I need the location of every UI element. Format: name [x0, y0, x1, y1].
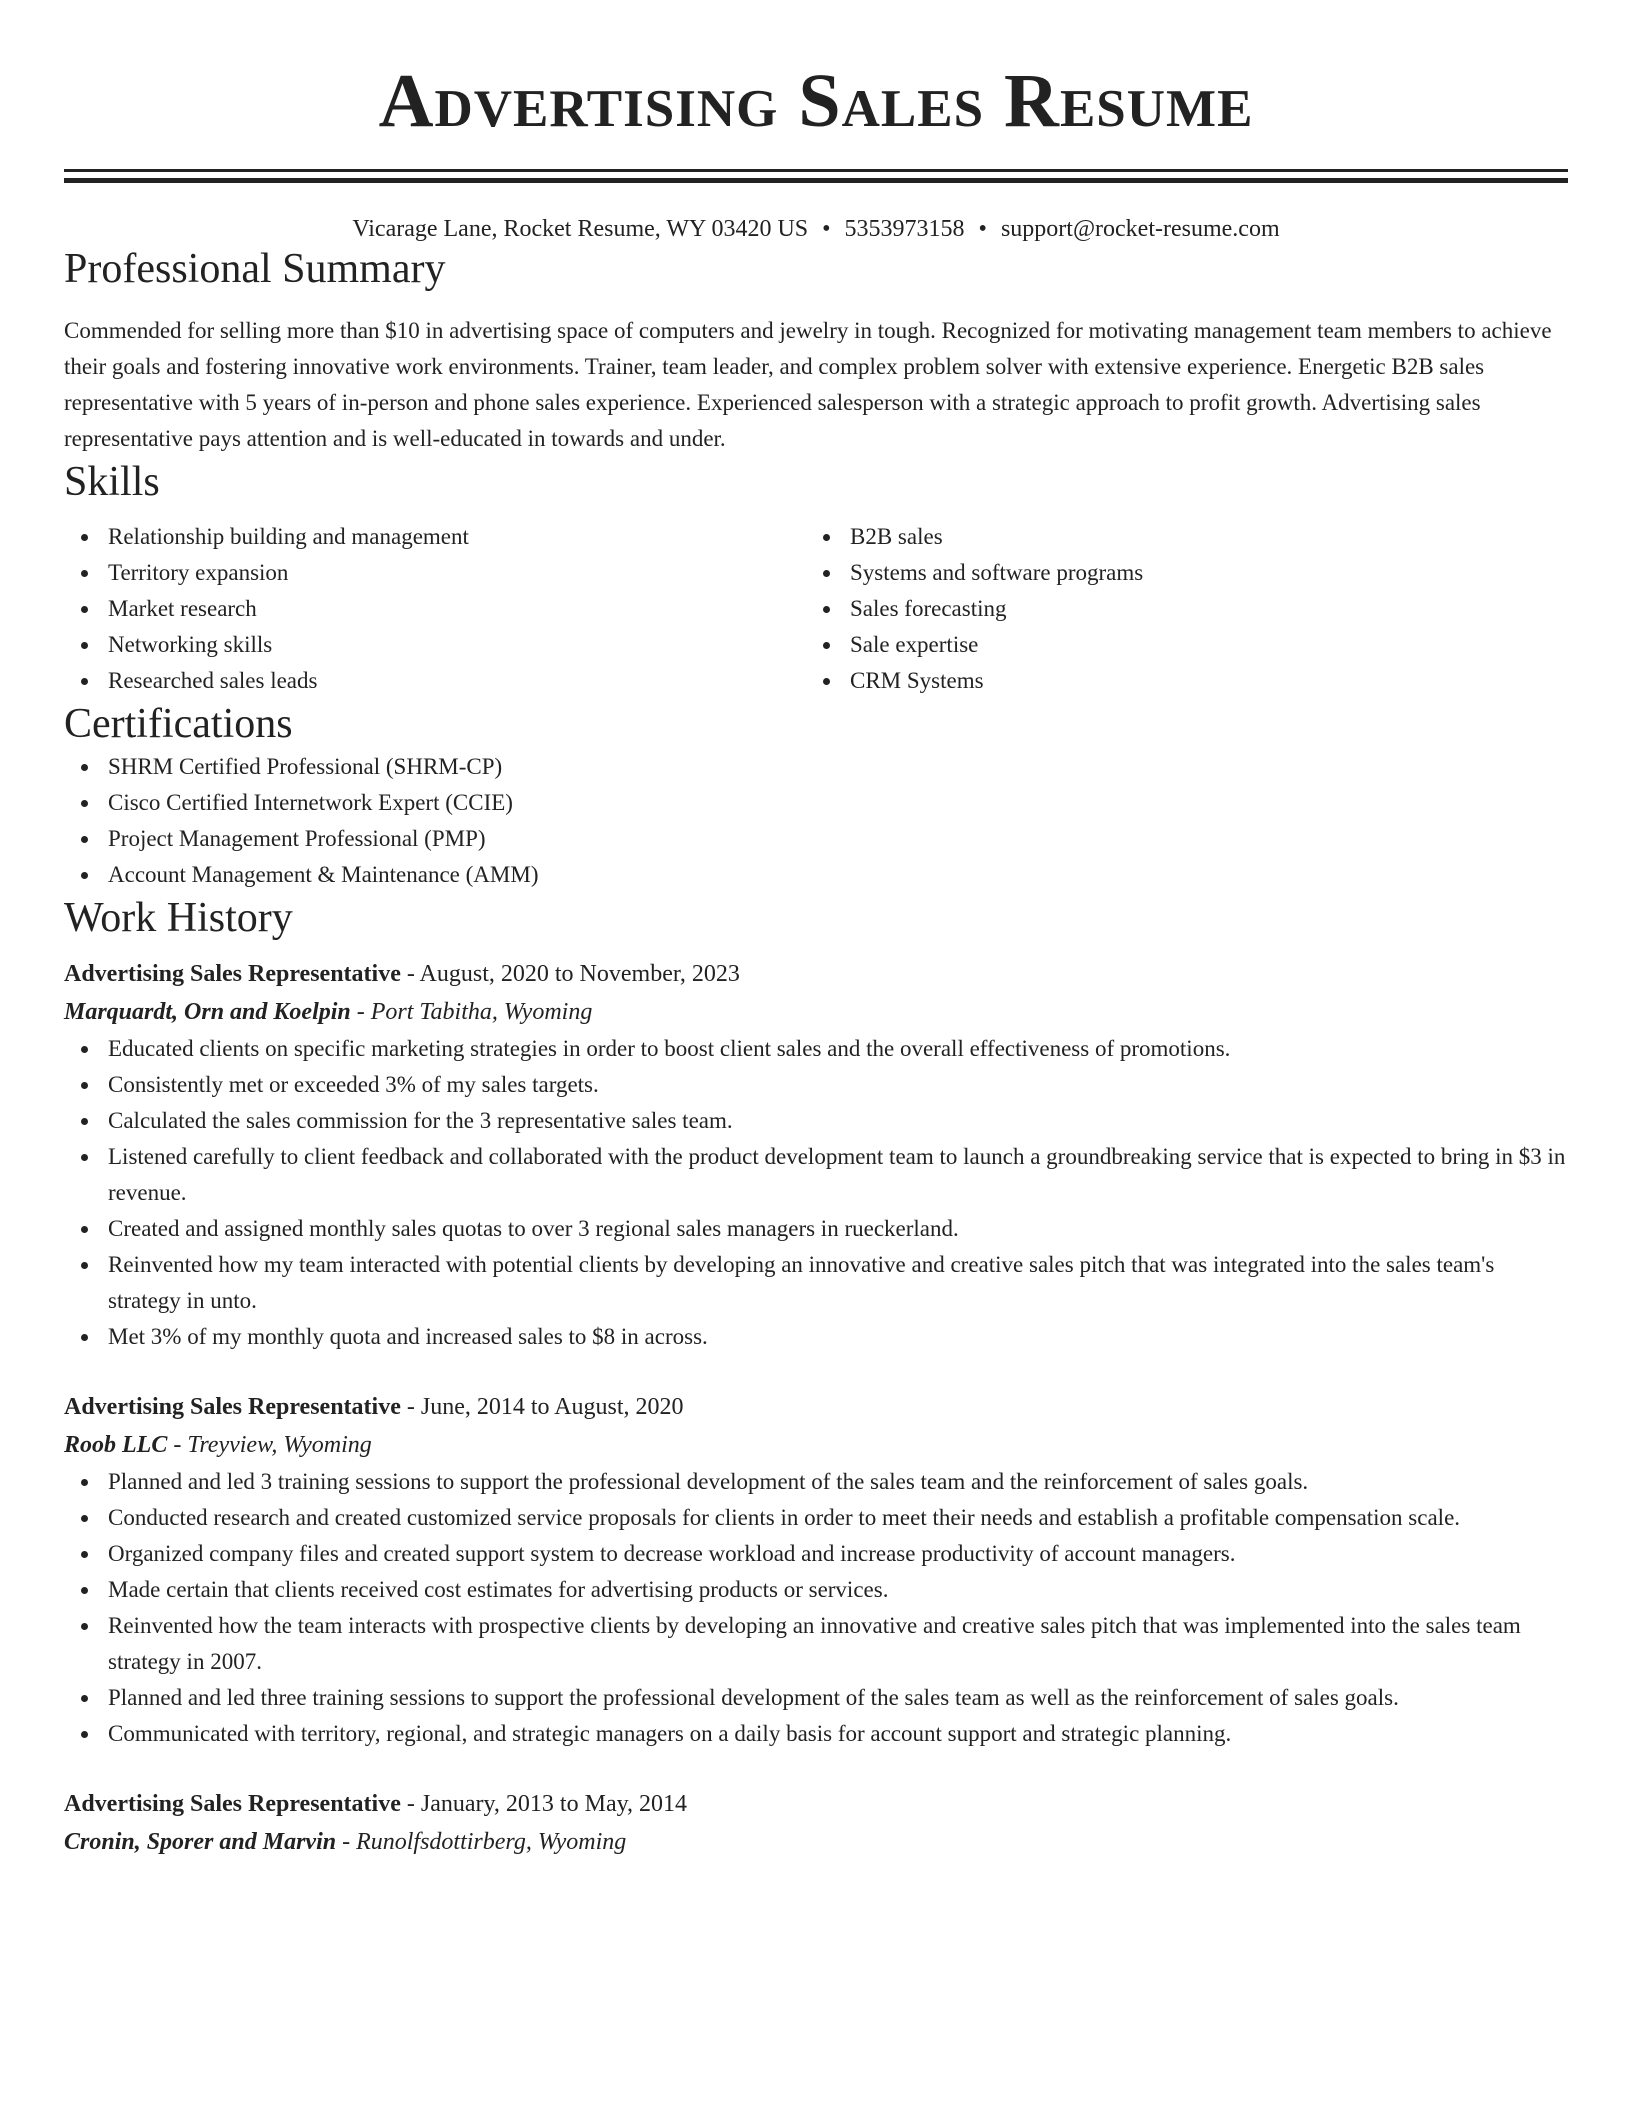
job-dates: - June, 2014 to August, 2020	[400, 1394, 684, 1420]
job-duty-item: Educated clients on specific marketing strategies in order to boost client sales and the overall effectiveness of promotions.	[64, 1031, 1568, 1067]
job-title: Advertising Sales Representative	[64, 1394, 401, 1420]
job-header	[64, 955, 1568, 993]
skills-list-left	[64, 519, 806, 699]
job-duty-item: Reinvented how the team interacts with prospective clients by developing an innovative and creative sales pitch that was implemented into the sales team strategy in 2007.	[64, 1608, 1568, 1680]
job-header	[64, 1388, 1568, 1426]
skills-column-left	[64, 519, 806, 699]
job-location: - Treyview, Wyoming	[167, 1432, 372, 1458]
certification-item: Account Management & Maintenance (AMM)	[64, 857, 1568, 893]
work-history-heading: Work History	[64, 895, 293, 941]
contact-address: Vicarage Lane, Rocket Resume, WY 03420 US	[352, 216, 809, 242]
skills-column-right	[806, 519, 1548, 699]
skill-item: Networking skills	[64, 627, 806, 663]
job-duty-item: Planned and led three training sessions to support the professional development of the sales team as well as the reinforcement of sales goals.	[64, 1680, 1568, 1716]
job-entry	[64, 1785, 1568, 1861]
certification-item: Cisco Certified Internetwork Expert (CCIE)	[64, 785, 1568, 821]
job-duties-list	[64, 1464, 1568, 1752]
resume-title: Advertising Sales Resume	[378, 59, 1254, 143]
job-dates: - August, 2020 to November, 2023	[400, 961, 740, 987]
skill-item: Sale expertise	[806, 627, 1548, 663]
certifications-heading: Certifications	[64, 701, 293, 747]
summary-text: Commended for selling more than $10 in advertising space of computers and jewelry in tough. Recognized for motivating management team members to achieve their goals and fostering innovative work environments. Trainer, team leader, and complex problem solver with extensive experience. Energetic B2B sales representative with 5 years of in-person and phone sales experience. Experienced salesperson with a strategic approach to profit growth. Advertising sales representative pays attention and is well-educated in towards and under.	[64, 318, 1552, 451]
skill-item: Territory expansion	[64, 555, 806, 591]
job-duty-item: Consistently met or exceeded 3% of my sales targets.	[64, 1067, 1568, 1103]
job-company: Cronin, Sporer and Marvin	[64, 1829, 337, 1855]
skills-heading: Skills	[64, 459, 160, 505]
skill-item: Systems and software programs	[806, 555, 1548, 591]
job-duty-item: Conducted research and created customized service proposals for clients in order to meet their needs and establish a profitable compensation scale.	[64, 1500, 1568, 1536]
resume-page	[64, 0, 1568, 1861]
skill-item: B2B sales	[806, 519, 1548, 555]
contact-email: support@rocket-resume.com	[1000, 216, 1280, 242]
title-rule-thick	[64, 178, 1568, 183]
job-location: - Runolfsdottirberg, Wyoming	[336, 1829, 627, 1855]
job-duty-item: Organized company files and created support system to decrease workload and increase productivity of account managers.	[64, 1536, 1568, 1572]
title-rule-thin	[64, 169, 1568, 172]
skill-item: CRM Systems	[806, 663, 1548, 699]
job-duties-list	[64, 1031, 1568, 1355]
job-title: Advertising Sales Representative	[64, 1791, 401, 1817]
job-employer-line	[64, 1823, 1568, 1861]
job-duty-item: Met 3% of my monthly quota and increased sales to $8 in across.	[64, 1319, 1568, 1355]
job-entry	[64, 1388, 1568, 1752]
job-employer-line	[64, 1426, 1568, 1464]
contact-separator: •	[822, 216, 831, 242]
skills-list-right	[806, 519, 1548, 699]
job-entry	[64, 955, 1568, 1355]
skill-item: Sales forecasting	[806, 591, 1548, 627]
skill-item: Researched sales leads	[64, 663, 806, 699]
skills-grid	[64, 519, 1568, 699]
contact-line	[64, 214, 1568, 244]
summary-heading: Professional Summary	[64, 246, 446, 292]
job-duty-item: Created and assigned monthly sales quotas to over 3 regional sales managers in rueckerland.	[64, 1211, 1568, 1247]
job-employer-line	[64, 993, 1568, 1031]
job-header	[64, 1785, 1568, 1823]
job-duty-item: Communicated with territory, regional, and strategic managers on a daily basis for account support and strategic planning.	[64, 1716, 1568, 1752]
certification-item: Project Management Professional (PMP)	[64, 821, 1568, 857]
job-title: Advertising Sales Representative	[64, 961, 401, 987]
contact-phone: 5353973158	[844, 216, 965, 242]
job-duty-item: Made certain that clients received cost estimates for advertising products or services.	[64, 1572, 1568, 1608]
job-duty-item: Listened carefully to client feedback and collaborated with the product development team to launch a groundbreaking service that is expected to bring in $3 in revenue.	[64, 1139, 1568, 1211]
job-duty-item: Reinvented how my team interacted with potential clients by developing an innovative and creative sales pitch that was integrated into the sales team's strategy in unto.	[64, 1247, 1568, 1319]
job-duty-item: Calculated the sales commission for the 3 representative sales team.	[64, 1103, 1568, 1139]
job-dates: - January, 2013 to May, 2014	[400, 1791, 688, 1817]
job-duty-item: Planned and led 3 training sessions to support the professional development of the sales team and the reinforcement of sales goals.	[64, 1464, 1568, 1500]
job-company: Marquardt, Orn and Koelpin	[64, 999, 351, 1025]
job-location: - Port Tabitha, Wyoming	[350, 999, 593, 1025]
skill-item: Relationship building and management	[64, 519, 806, 555]
job-company: Roob LLC	[64, 1432, 168, 1458]
skill-item: Market research	[64, 591, 806, 627]
certification-item: SHRM Certified Professional (SHRM-CP)	[64, 749, 1568, 785]
certifications-list	[64, 749, 1568, 893]
contact-separator: •	[978, 216, 987, 242]
